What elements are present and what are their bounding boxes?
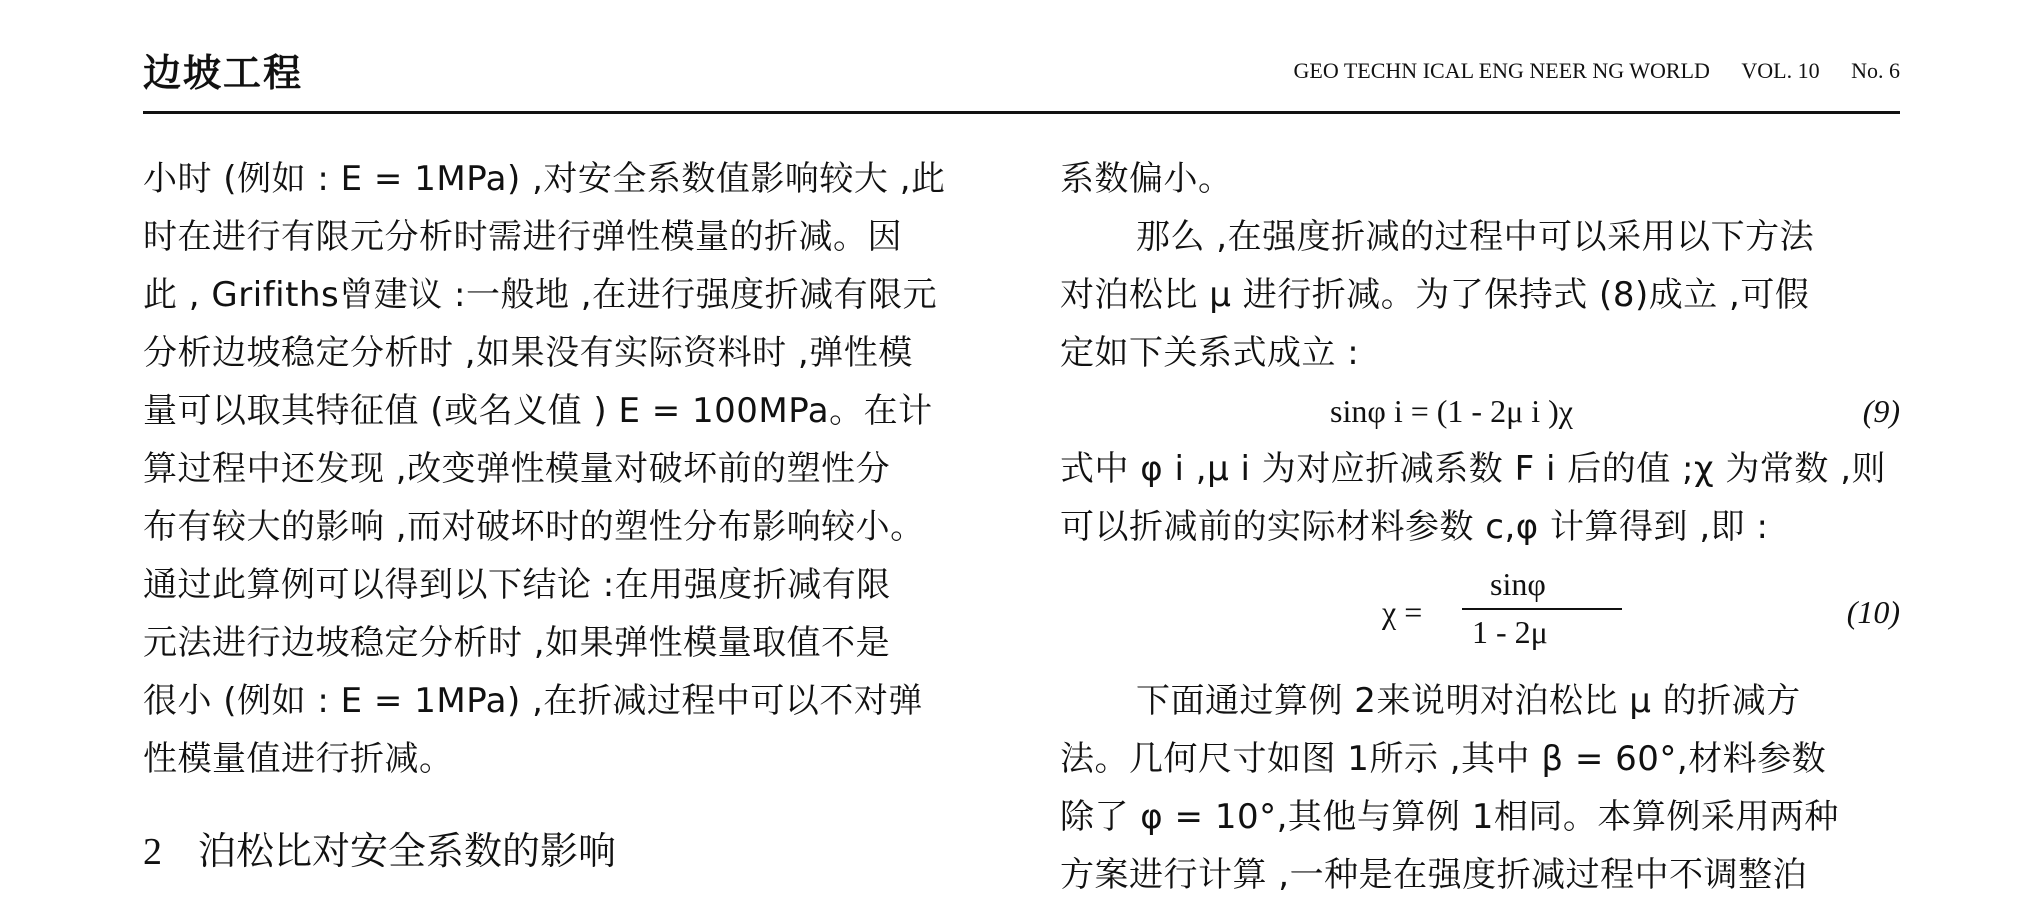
text-line: 时在进行有限元分析时需进行弹性模量的折减。因 <box>143 217 902 257</box>
left-column <box>143 150 983 788</box>
text-line: 元法进行边坡稳定分析时 ,如果弹性模量取值不是 <box>143 623 891 663</box>
text-line: 性模量值进行折减。 <box>143 739 454 779</box>
text-line: 小时 (例如 : E = 1MPa) ,对安全系数值影响较大 ,此 <box>143 159 946 199</box>
text-line: 法。几何尺寸如图 1所示 ,其中 β = 60°,材料参数 <box>1060 739 1827 779</box>
text-line: 算过程中还发现 ,改变弹性模量对破坏前的塑性分 <box>143 449 891 489</box>
text-line: 此 , Grifiths曾建议 :一般地 ,在进行强度折减有限元 <box>143 275 938 315</box>
text-line: 量可以取其特征值 (或名义值 ) E = 100MPa。在计 <box>143 391 933 431</box>
equation-9-body: sinφ i = (1 - 2μ i )χ <box>1330 393 1573 429</box>
equation-9 <box>1060 382 1900 440</box>
section-heading <box>143 822 616 881</box>
journal-info <box>1294 58 1900 84</box>
text-line: 分析边坡稳定分析时 ,如果没有实际资料时 ,弹性模 <box>143 333 913 373</box>
text-line: 通过此算例可以得到以下结论 :在用强度折减有限 <box>143 565 891 605</box>
text-line: 方案进行计算 ,一种是在强度折减过程中不调整泊 <box>1060 855 1808 895</box>
journal-name: GEO TECHN ICAL ENG NEER NG WORLD <box>1293 58 1710 83</box>
text-line: 对泊松比 μ 进行折减。为了保持式 (8)成立 ,可假 <box>1060 275 1810 315</box>
text-line: 布有较大的影响 ,而对破坏时的塑性分布影响较小。 <box>143 507 925 547</box>
text-line: 式中 φ i ,μ i 为对应折减系数 F i 后的值 ;χ 为常数 ,则 <box>1060 449 1887 489</box>
text-line: 系数偏小。 <box>1060 159 1233 199</box>
equation-10-number: (10) <box>1846 594 1900 630</box>
equation-9-number: (9) <box>1862 393 1900 429</box>
equation-10-lhs: χ = <box>1382 594 1423 630</box>
text-line: 可以折减前的实际材料参数 c,φ 计算得到 ,即 : <box>1060 507 1769 547</box>
section-heading-text: 泊松比对安全系数的影响 <box>198 829 617 873</box>
text-line: 下面通过算例 2来说明对泊松比 μ 的折减方 <box>1136 681 1801 721</box>
right-column <box>1060 150 1900 904</box>
text-line: 那么 ,在强度折减的过程中可以采用以下方法 <box>1136 217 1815 257</box>
section-number: 2 <box>143 831 162 873</box>
section-title: 边坡工程 <box>143 51 304 95</box>
equation-10 <box>1060 556 1900 672</box>
fraction-bar <box>1462 608 1622 610</box>
journal-issue: No. 6 <box>1851 58 1900 83</box>
text-line: 很小 (例如 : E = 1MPa) ,在折减过程中可以不对弹 <box>143 681 923 721</box>
header-rule <box>143 111 1900 114</box>
journal-volume: VOL. 10 <box>1741 58 1820 83</box>
equation-10-denominator: 1 - 2μ <box>1472 614 1548 650</box>
text-line: 定如下关系式成立 : <box>1060 333 1360 373</box>
equation-10-numerator: sinφ <box>1490 566 1546 602</box>
text-line: 除了 φ = 10°,其他与算例 1相同。本算例采用两种 <box>1060 797 1839 837</box>
